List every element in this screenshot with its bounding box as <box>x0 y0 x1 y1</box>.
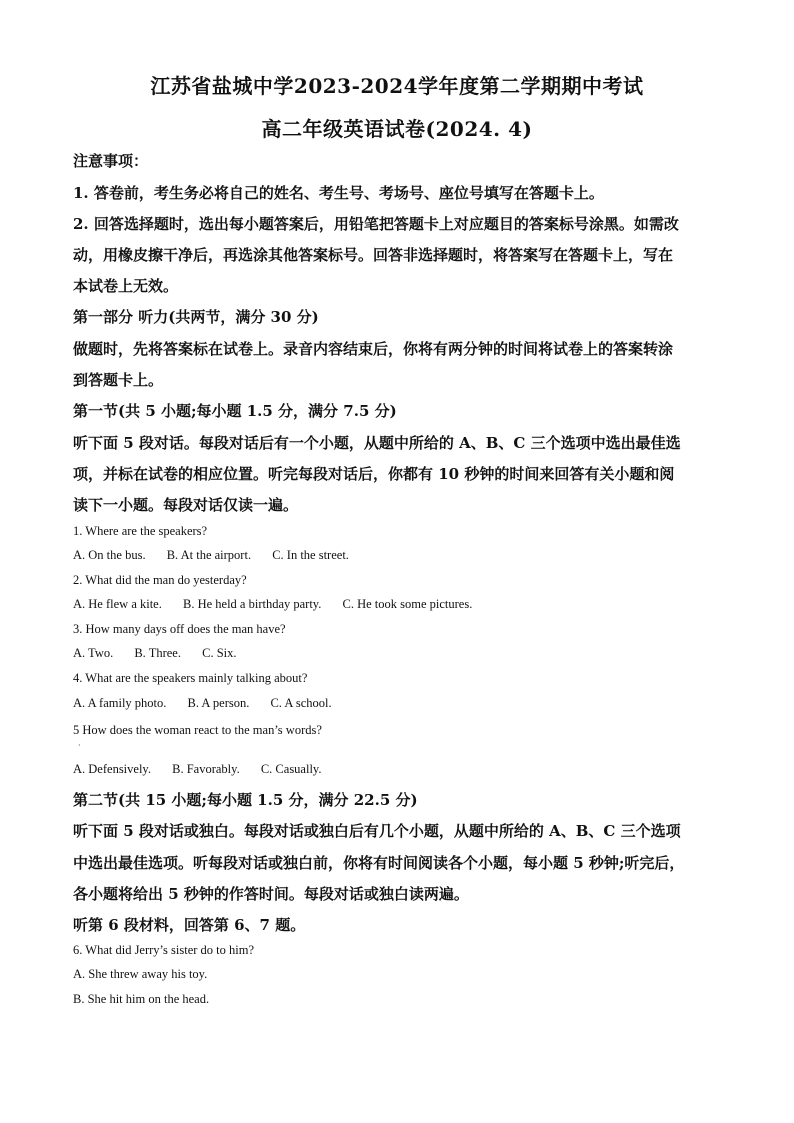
question-2-stem: 2. What did the man do yesterday? <box>73 573 247 587</box>
option-b: B. Three. <box>134 646 181 660</box>
option-a: A. A family photo. <box>73 696 167 710</box>
option-c: C. Casually. <box>260 762 322 776</box>
section2-instruction-line-1: 听下面 5 段对话或独白。每段对话或独白后有几个小题，从题中所给的 A、B、C 三个选项 <box>73 822 681 840</box>
notice-heading: 注意事项： <box>73 152 149 170</box>
question-5-options <box>73 762 723 777</box>
section1-heading: 第一节(共 5 小题;每小题 1.5 分，满分 7.5 分) <box>73 402 397 420</box>
question-3-stem: 3. How many days off does the man have? <box>73 622 286 636</box>
option-a: A. Two. <box>73 646 114 660</box>
question-6-option-b: B. She hit him on the head. <box>73 992 210 1006</box>
question-3-options <box>73 646 723 661</box>
question-4-options <box>73 696 723 711</box>
section1-instruction-line-3: 读下一小题。每段对话仅读一遍。 <box>73 496 299 514</box>
question-2-options <box>73 597 723 612</box>
question-1-options <box>73 548 723 563</box>
notice-item-1: 1. 答卷前，考生务必将自己的姓名、考生号、考场号、座位号填写在答题卡上。 <box>73 184 604 202</box>
question-5-stem: 5 How does the woman react to the man’s words? <box>73 723 322 737</box>
section2-instruction-line-3: 各小题将给出 5 秒钟的作答时间。每段对话或独白读两遍。 <box>73 885 469 903</box>
option-b: B. Favorably. <box>172 762 240 776</box>
notice-item-2-line-1: 2. 回答选择题时，选出每小题答案后，用铅笔把答题卡上对应题目的答案标号涂黑。如需改 <box>73 215 679 233</box>
option-a: A. On the bus. <box>73 548 146 562</box>
material-6-heading: 听第 6 段材料，回答第 6、7 题。 <box>73 916 306 934</box>
question-1-stem: 1. Where are the speakers? <box>73 524 208 538</box>
part1-instruction-line-2: 到答题卡上。 <box>73 371 164 389</box>
option-b: B. At the airport. <box>166 548 252 562</box>
section1-instruction-line-1: 听下面 5 段对话。每段对话后有一个小题，从题中所给的 A、B、C 三个选项中选出最佳选 <box>73 434 681 452</box>
section2-instruction-line-2: 中选出最佳选项。听每段对话或独白前，你将有时间阅读各个小题，每小题 5 秒钟;听完后， <box>73 854 685 872</box>
option-b: B. A person. <box>187 696 250 710</box>
notice-item-2-line-3: 本试卷上无效。 <box>73 277 179 295</box>
option-c: C. Six. <box>202 646 237 660</box>
question-4-stem: 4. What are the speakers mainly talking about? <box>73 671 308 685</box>
option-c: C. A school. <box>270 696 332 710</box>
part1-heading: 第一部分 听力(共两节，满分 30 分) <box>73 308 319 326</box>
option-c: C. He took some pictures. <box>342 597 473 611</box>
section1-instruction-line-2: 项，并标在试卷的相应位置。听完每段对话后，你都有 10 秒钟的时间来回答有关小题和阅 <box>73 465 675 483</box>
part1-instruction-line-1: 做题时，先将答案标在试卷上。录音内容结束后，你将有两分钟的时间将试卷上的答案转涂 <box>73 340 674 358</box>
option-a: A. Defensively. <box>73 762 151 776</box>
option-b: B. He held a birthday party. <box>182 597 322 611</box>
notice-item-2-line-2: 动，用橡皮擦干净后，再选涂其他答案标号。回答非选择题时，将答案写在答题卡上，写在 <box>73 246 674 264</box>
section2-heading: 第二节(共 15 小题;每小题 1.5 分，满分 22.5 分) <box>73 791 418 809</box>
option-c: C. In the street. <box>272 548 349 562</box>
option-a: A. He flew a kite. <box>73 597 162 611</box>
exam-subtitle: 高二年级英语试卷(2024. 4) <box>261 117 533 141</box>
question-6-stem: 6. What did Jerry’s sister do to him? <box>73 943 254 957</box>
question-6-option-a: A. She threw away his toy. <box>73 967 208 981</box>
stray-mark: · <box>78 741 81 750</box>
exam-title: 江苏省盐城中学2023-2024学年度第二学期期中考试 <box>150 74 644 98</box>
